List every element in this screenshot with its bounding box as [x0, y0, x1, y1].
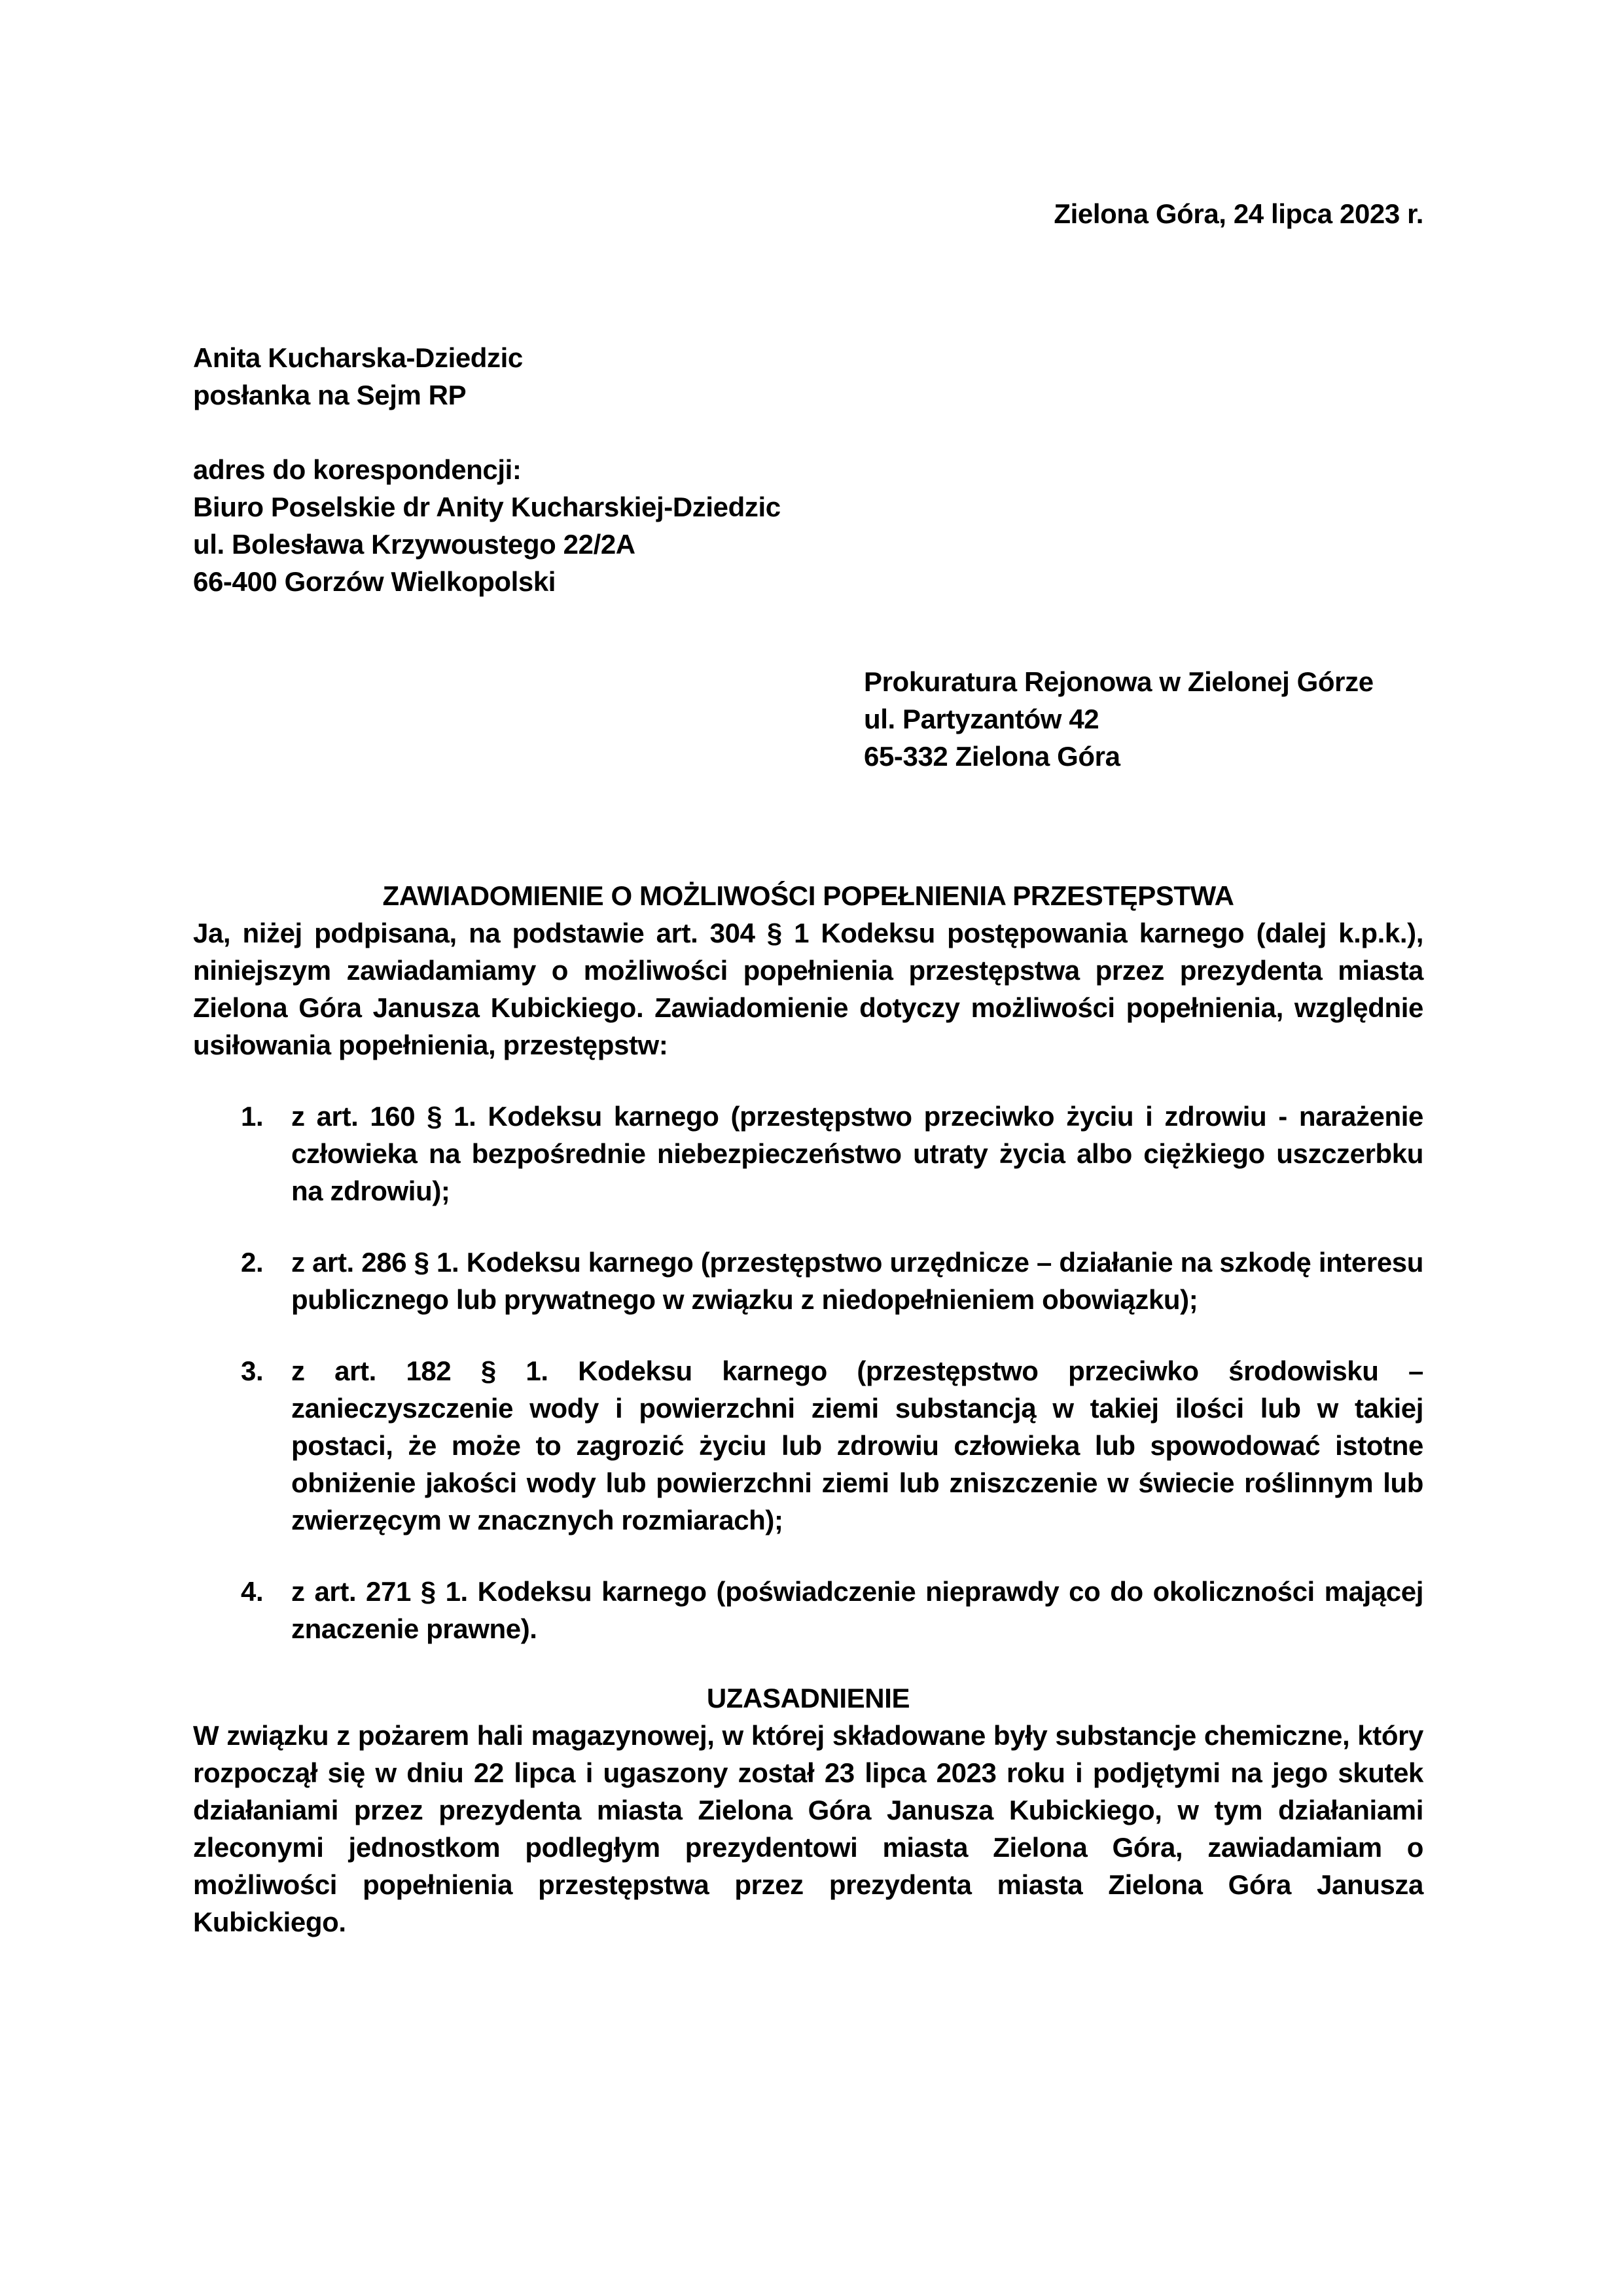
recipient-address-line-2: 65-332 Zielona Góra: [864, 741, 1120, 772]
list-item-text: z art. 271 § 1. Kodeksu karnego (poświadczenie nieprawdy co do okoliczności mającej znaczenie prawne).: [291, 1576, 1423, 1644]
intro-paragraph: Ja, niżej podpisana, na podstawie art. 304 § 1 Kodeksu postępowania karnego (dalej k.p.k.), niniejszym zawiadamiamy o możliwości popełnienia przestępstwa przez prezydenta miasta Zielona Góra Janusza Kubickiego. Zawiadomienie dotyczy możliwości popełnienia, względnie usiłowania popełnienia, przestępstw:: [193, 918, 1423, 1060]
sender-address-line-3: 66-400 Gorzów Wielkopolski: [193, 566, 556, 597]
list-item-number: 1.: [241, 1101, 264, 1132]
list-item-number: 4.: [241, 1576, 264, 1607]
document-title: ZAWIADOMIENIE O MOŻLIWOŚCI POPEŁNIENIA PRZESTĘPSTWA: [382, 880, 1234, 911]
offense-list: [193, 1098, 1423, 1647]
date-line: Zielona Góra, 24 lipca 2023 r.: [1054, 198, 1423, 229]
recipient-address-line-1: ul. Partyzantów 42: [864, 704, 1099, 734]
list-item-number: 2.: [241, 1247, 264, 1278]
sender-address-line-2: ul. Bolesława Krzywoustego 22/2A: [193, 529, 635, 560]
sender-address-line-1: Biuro Poselskie dr Anity Kucharskiej-Dziedzic: [193, 492, 781, 522]
recipient-block: [193, 663, 1423, 775]
sender-role: posłanka na Sejm RP: [193, 380, 467, 410]
sender-name: Anita Kucharska-Dziedzic: [193, 342, 523, 373]
recipient-name: Prokuratura Rejonowa w Zielonej Górze: [864, 666, 1374, 697]
section-heading: UZASADNIENIE: [706, 1683, 910, 1713]
list-item-text: z art. 182 § 1. Kodeksu karnego (przestępstwo przeciwko środowisku – zanieczyszczenie wody i powierzchni ziemi substancją w takiej ilości lub w takiej postaci, że może to zagrozić życiu lub zdrowiu człowieka lub spowodować istotne obniżenie jakości wody lub powierzchni ziemi lub zniszczenie w świecie roślinnym lub zwierzęcym w znacznych rozmiarach);: [291, 1355, 1423, 1535]
sender-address-label: adres do korespondencji:: [193, 454, 522, 485]
list-item: [241, 1573, 1423, 1647]
justification-paragraph: W związku z pożarem hali magazynowej, w której składowane były substancje chemiczne, który rozpoczął się w dniu 22 lipca i ugaszony został 23 lipca 2023 roku i podjętymi na jego skutek działaniami przez prezydenta miasta Zielona Góra Janusza Kubickiego, w tym działaniami zleconymi jednostkom podległym prezydentowi miasta Zielona Góra, zawiadamiam o możliwości popełnienia przestępstwa przez prezydenta miasta Zielona Góra Janusza Kubickiego.: [193, 1720, 1423, 1937]
list-item-number: 3.: [241, 1355, 264, 1386]
list-item: [241, 1352, 1423, 1539]
list-item: [241, 1244, 1423, 1318]
list-item-text: z art. 286 § 1. Kodeksu karnego (przestępstwo urzędnicze – działanie na szkodę interesu publicznego lub prywatnego w związku z niedopełnieniem obowiązku);: [291, 1247, 1423, 1315]
list-item-text: z art. 160 § 1. Kodeksu karnego (przestępstwo przeciwko życiu i zdrowiu - narażenie człowieka na bezpośrednie niebezpieczeństwo utraty życia albo ciężkiego uszczerbku na zdrowiu);: [291, 1101, 1423, 1206]
list-item: [241, 1098, 1423, 1210]
sender-block: [193, 339, 1423, 600]
blank-line: [193, 414, 1423, 451]
